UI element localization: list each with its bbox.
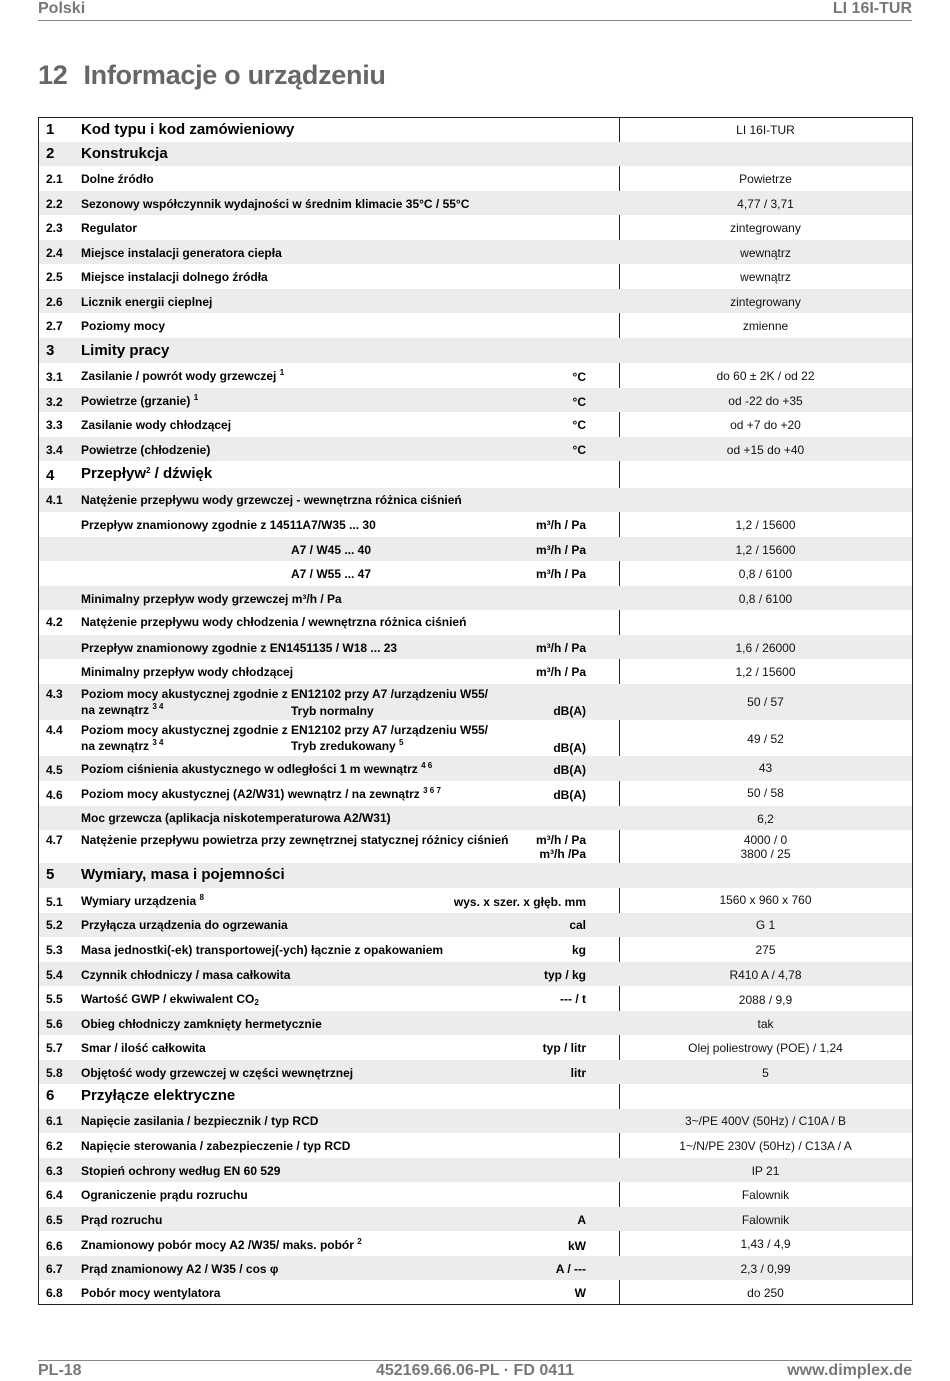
page-footer xyxy=(38,1360,912,1381)
table-row xyxy=(39,1280,912,1304)
row-label-line2 xyxy=(81,702,163,717)
row-num: 4.1 xyxy=(46,493,63,507)
row-num: 3.2 xyxy=(46,395,63,409)
row-unit: dB(A) xyxy=(553,704,586,718)
row-num: 5 xyxy=(46,866,55,883)
table-row xyxy=(39,313,912,338)
row-label: Miejsce instalacji generatora ciepła xyxy=(81,246,282,260)
row-value: 4000 / 0 xyxy=(743,833,788,847)
row-num: 6.6 xyxy=(46,1239,63,1253)
table-row xyxy=(39,1158,912,1182)
table-row xyxy=(39,1256,912,1280)
table-row xyxy=(39,215,912,240)
row-label xyxy=(81,465,212,482)
row-num: 1 xyxy=(46,121,55,138)
row-num: 2.4 xyxy=(46,246,63,260)
label-text: Wartość GWP / ekwiwalent CO xyxy=(81,992,255,1006)
table-row xyxy=(39,684,912,720)
row-num: 5.2 xyxy=(46,918,63,932)
row-label: Masa jednostki(-ek) transportowej(-ych) łącznie z opakowaniem xyxy=(81,943,444,957)
row-sublabel xyxy=(291,738,404,753)
row-unit: typ / kg xyxy=(543,968,586,982)
label-text: Przepływ xyxy=(81,465,147,482)
row-label: Poziom mocy akustycznej zgodnie z EN12102 przy A7 /urządzeniu W55/ xyxy=(81,687,489,701)
row-unit: kg xyxy=(571,943,586,957)
section-number: 12 xyxy=(38,60,68,90)
row-label: Napięcie sterowania / zabezpieczenie / typ RCD xyxy=(81,1139,351,1153)
row-value: 1,6 / 26000 xyxy=(735,641,796,655)
row-num: 6.2 xyxy=(46,1139,63,1153)
label-text: Znamionowy pobór mocy A2 /W35/ maks. pobór xyxy=(81,1238,354,1252)
row-value: 0,8 / 6100 xyxy=(738,567,793,581)
row-value: 3~/PE 400V (50Hz) / C10A / B xyxy=(684,1114,847,1128)
row-value: Falownik xyxy=(741,1188,790,1202)
table-row xyxy=(39,1011,912,1035)
row-num: 5.7 xyxy=(46,1041,63,1055)
row-num: 6.7 xyxy=(46,1262,63,1276)
row-value: 1~/N/PE 230V (50Hz) / C13A / A xyxy=(679,1139,852,1153)
table-row xyxy=(39,913,912,937)
table-row xyxy=(39,240,912,264)
row-label: Napięcie zasilania / bezpiecznik / typ RCD xyxy=(81,1114,319,1128)
row-value: 50 / 57 xyxy=(747,695,784,709)
table-row xyxy=(39,962,912,986)
row-num: 4.5 xyxy=(46,763,63,777)
row-num: 2.1 xyxy=(46,172,63,186)
row-unit: °C xyxy=(572,395,586,409)
row-num: 6.3 xyxy=(46,1164,63,1178)
table-row xyxy=(39,537,912,561)
row-num: 3.1 xyxy=(46,370,63,384)
row-label: Ograniczenie prądu rozruchu xyxy=(81,1188,248,1202)
row-unit: m³/h / Pa xyxy=(535,641,586,655)
row-unit: m³/h / Pa xyxy=(535,665,586,679)
row-value: LI 16I-TUR xyxy=(736,123,795,137)
row-sublabel: A7 / W45 ... 40 xyxy=(291,543,372,557)
row-num: 2.6 xyxy=(46,295,63,309)
table-row xyxy=(39,610,912,635)
footnote-ref: 1 xyxy=(279,368,285,377)
row-unit: °C xyxy=(572,370,586,384)
label-text: Tryb zredukowany xyxy=(291,739,396,753)
footnote-ref: 3 4 xyxy=(152,738,164,747)
row-label: Pobór mocy wentylatora xyxy=(81,1286,221,1300)
page-title xyxy=(38,60,386,91)
row-label: Wymiary, masa i pojemności xyxy=(81,866,285,883)
table-row xyxy=(39,461,912,488)
row-label: Powietrze (chłodzenie) xyxy=(81,443,211,457)
row-unit: A xyxy=(577,1213,586,1227)
row-num: 4.6 xyxy=(46,788,63,802)
table-row xyxy=(39,1182,912,1207)
row-value: 4,77 / 3,71 xyxy=(737,197,794,211)
row-label xyxy=(81,368,284,383)
row-label: Przyłącza urządzenia do ogrzewania xyxy=(81,918,288,932)
table-row xyxy=(39,830,912,863)
row-label xyxy=(81,393,198,408)
row-value: 0,8 / 6100 xyxy=(738,592,793,606)
row-value: od +7 do +20 xyxy=(730,418,801,432)
row-value: do 60 ± 2K / od 22 xyxy=(716,369,815,383)
page-header xyxy=(38,0,912,21)
row-label: Objętość wody grzewczej w części wewnętrznej xyxy=(81,1066,354,1080)
row-value: R410 A / 4,78 xyxy=(729,968,802,982)
row-label: Natężenie przepływu powietrza przy zewnętrznej statycznej różnicy ciśnień xyxy=(81,833,509,847)
table-row xyxy=(39,586,912,610)
row-unit: m³/h /Pa xyxy=(539,847,586,861)
table-row xyxy=(39,781,912,806)
row-label: Prąd rozruchu xyxy=(81,1213,163,1227)
table-row xyxy=(39,488,912,512)
row-label: Minimalny przepływ wody chłodzącej xyxy=(81,665,294,679)
row-label: Smar / ilość całkowita xyxy=(81,1041,206,1055)
table-row xyxy=(39,635,912,659)
row-label: Miejsce instalacji dolnego źródła xyxy=(81,270,268,284)
row-num: 5.8 xyxy=(46,1066,63,1080)
row-label xyxy=(81,992,259,1007)
row-num: 4 xyxy=(46,467,55,484)
row-label: Licznik energii cieplnej xyxy=(81,295,213,309)
row-value: 6,2 xyxy=(757,812,774,826)
row-value: wewnątrz xyxy=(740,246,791,260)
row-unit: m³/h / Pa xyxy=(535,833,586,847)
row-value: zintegrowany xyxy=(730,221,801,235)
row-unit: m³/h / Pa xyxy=(535,567,586,581)
row-num: 6.4 xyxy=(46,1188,63,1202)
row-num: 5.4 xyxy=(46,968,63,982)
row-label: Natężenie przepływu wody chłodzenia / wewnętrzna różnica ciśnień xyxy=(81,615,467,629)
row-num: 6.1 xyxy=(46,1114,63,1128)
label-text: Powietrze (grzanie) xyxy=(81,394,191,408)
website-link[interactable]: www.dimplex.de xyxy=(787,1362,912,1379)
row-label: Stopień ochrony według EN 60 529 xyxy=(81,1164,281,1178)
row-value: 2,3 / 0,99 xyxy=(740,1262,791,1276)
table-row xyxy=(39,1109,912,1133)
table-row xyxy=(39,166,912,191)
table-row xyxy=(39,191,912,215)
row-value: 1,2 / 15600 xyxy=(735,665,796,679)
row-value: 3800 / 25 xyxy=(740,847,791,861)
row-label: Obieg chłodniczy zamknięty hermetycznie xyxy=(81,1017,322,1031)
row-num: 2.5 xyxy=(46,270,63,284)
row-num: 3.3 xyxy=(46,418,63,432)
footnote-ref: 3 4 xyxy=(152,702,164,711)
table-row xyxy=(39,1133,912,1158)
row-value: 50 / 58 xyxy=(747,786,784,800)
row-unit: kW xyxy=(568,1239,586,1253)
row-unit: °C xyxy=(572,443,586,457)
row-num: 4.4 xyxy=(46,723,63,737)
row-unit: typ / litr xyxy=(542,1041,586,1055)
table-row xyxy=(39,1084,912,1109)
row-num: 2 xyxy=(46,145,55,162)
row-value: 1560 x 960 x 760 xyxy=(719,893,812,907)
label-text: Poziom mocy akustycznej (A2/W31) wewnątrz / na zewnątrz xyxy=(81,787,420,801)
footnote-ref: 2 xyxy=(146,466,151,475)
row-num: 4.7 xyxy=(46,833,63,847)
row-label: Sezonowy współczynnik wydajności w średnim klimacie 35°C / 55°C xyxy=(81,197,470,211)
row-num: 4.3 xyxy=(46,687,63,701)
row-label xyxy=(81,786,441,801)
row-label: Przyłącze elektryczne xyxy=(81,1087,236,1104)
footnote-ref: 3 6 7 xyxy=(423,786,441,795)
row-unit: m³/h / Pa xyxy=(535,543,586,557)
label-text: Poziom ciśnienia akustycznego w odległości 1 m wewnątrz xyxy=(81,762,418,776)
row-sublabel: A7 / W55 ... 47 xyxy=(291,567,372,581)
row-sublabel: Tryb normalny xyxy=(291,704,374,718)
row-value: zmienne xyxy=(742,319,789,333)
table-row xyxy=(39,1231,912,1256)
row-label: Dolne źródło xyxy=(81,172,154,186)
row-num: 5.5 xyxy=(46,992,63,1006)
row-value: Olej poliestrowy (POE) / 1,24 xyxy=(688,1041,843,1055)
row-label: Regulator xyxy=(81,221,138,235)
row-label xyxy=(81,761,432,776)
row-unit: --- / t xyxy=(560,992,586,1006)
row-label: Natężenie przepływu wody grzewczej - wewnętrzna różnica ciśnień xyxy=(81,493,462,507)
table-row xyxy=(39,338,912,363)
row-label xyxy=(81,893,204,908)
row-unit: dB(A) xyxy=(553,788,586,802)
table-row xyxy=(39,937,912,962)
row-num: 3.4 xyxy=(46,443,63,457)
row-label: Prąd znamionowy A2 / W35 / cos φ xyxy=(81,1262,279,1276)
label-text: / dźwięk xyxy=(154,465,213,482)
footnote-ref: 1 xyxy=(193,393,199,402)
row-num: 6.8 xyxy=(46,1286,63,1300)
row-unit: dB(A) xyxy=(553,763,586,777)
page-number: PL-18 xyxy=(38,1362,82,1379)
footnote-ref: 2 xyxy=(357,1237,362,1246)
table-row xyxy=(39,118,912,142)
row-label: Poziom mocy akustycznej zgodnie z EN12102 przy A7 /urządzeniu W55/ xyxy=(81,723,489,737)
row-unit: cal xyxy=(569,918,586,932)
table-row xyxy=(39,1207,912,1231)
table-row xyxy=(39,561,912,586)
row-value: od -22 do +35 xyxy=(728,394,803,408)
row-num: 2.3 xyxy=(46,221,63,235)
row-label: Przepływ znamionowy zgodnie z 14511A7/W35 ... 30 xyxy=(81,518,376,532)
row-value: 1,43 / 4,9 xyxy=(740,1237,791,1251)
row-value: do 250 xyxy=(747,1286,784,1300)
row-num: 2.2 xyxy=(46,197,63,211)
row-value: wewnątrz xyxy=(740,270,791,284)
table-row xyxy=(39,289,912,313)
row-value: G 1 xyxy=(755,918,776,932)
table-row xyxy=(39,720,912,756)
table-row xyxy=(39,986,912,1011)
header-model: LI 16I-TUR xyxy=(832,0,912,17)
row-label: Moc grzewcza (aplikacja niskotemperaturowa A2/W31) xyxy=(81,811,391,825)
row-label xyxy=(81,1237,362,1252)
row-value: 1,2 / 15600 xyxy=(735,518,796,532)
row-unit: litr xyxy=(570,1066,586,1080)
row-num: 5.6 xyxy=(46,1017,63,1031)
row-num: 2.7 xyxy=(46,319,63,333)
table-row xyxy=(39,437,912,461)
row-unit: °C xyxy=(572,418,586,432)
row-label: Poziomy mocy xyxy=(81,319,166,333)
specs-table xyxy=(38,117,913,1305)
row-value: zintegrowany xyxy=(730,295,801,309)
row-value: Falownik xyxy=(741,1213,790,1227)
row-label: Czynnik chłodniczy / masa całkowita xyxy=(81,968,291,982)
table-row xyxy=(39,863,912,888)
table-row xyxy=(39,1035,912,1060)
table-row xyxy=(39,264,912,289)
row-num: 4.2 xyxy=(46,615,63,629)
label-text: Wymiary urządzenia xyxy=(81,894,197,908)
table-row xyxy=(39,142,912,166)
row-label: Kod typu i kod zamówieniowy xyxy=(81,121,295,138)
row-value: 43 xyxy=(758,761,773,775)
row-unit: W xyxy=(574,1286,586,1300)
label-text: Zasilanie / powrót wody grzewczej xyxy=(81,369,277,383)
table-row xyxy=(39,363,912,388)
row-num: 5.1 xyxy=(46,895,63,909)
label-text: na zewnątrz xyxy=(81,739,150,753)
row-num: 6 xyxy=(46,1087,55,1104)
row-unit: dB(A) xyxy=(553,741,586,755)
table-row xyxy=(39,512,912,537)
row-label: Minimalny przepływ wody grzewczej m³/h / Pa xyxy=(81,592,342,606)
row-num: 5.3 xyxy=(46,943,63,957)
row-value: IP 21 xyxy=(751,1164,780,1178)
row-value: 2088 / 9,9 xyxy=(738,993,793,1007)
row-unit: A / --- xyxy=(555,1262,586,1276)
row-value: 49 / 52 xyxy=(747,732,784,746)
label-text: na zewnątrz xyxy=(81,703,150,717)
footnote-ref: 4 6 xyxy=(421,761,433,770)
table-row xyxy=(39,806,912,830)
table-row xyxy=(39,888,912,913)
row-value: tak xyxy=(757,1017,774,1031)
row-value: 1,2 / 15600 xyxy=(735,543,796,557)
row-label: Zasilanie wody chłodzącej xyxy=(81,418,232,432)
row-value: 275 xyxy=(755,943,776,957)
table-row xyxy=(39,412,912,437)
row-value: 5 xyxy=(762,1066,769,1080)
row-num: 6.5 xyxy=(46,1213,63,1227)
header-language: Polski xyxy=(38,0,86,17)
footnote-ref: 5 xyxy=(399,738,404,747)
table-row xyxy=(39,1060,912,1084)
row-label: Limity pracy xyxy=(81,342,170,359)
row-unit: m³/h / Pa xyxy=(535,518,586,532)
row-value: Powietrze xyxy=(739,172,792,186)
row-value: od +15 do +40 xyxy=(726,443,805,457)
row-label-line2 xyxy=(81,738,163,753)
section-title: Informacje o urządzeniu xyxy=(83,60,386,90)
table-row xyxy=(39,659,912,684)
table-row xyxy=(39,756,912,781)
document-number: 452169.66.06-PL · FD 0411 xyxy=(375,1362,575,1379)
row-label: Konstrukcja xyxy=(81,145,168,162)
subscript: 2 xyxy=(254,998,259,1007)
footnote-ref: 8 xyxy=(199,893,204,902)
row-unit: wys. x szer. x głęb. mm xyxy=(453,895,586,909)
row-num: 3 xyxy=(46,342,55,359)
table-row xyxy=(39,388,912,412)
row-label: Przepływ znamionowy zgodnie z EN1451135 / W18 ... 23 xyxy=(81,641,398,655)
